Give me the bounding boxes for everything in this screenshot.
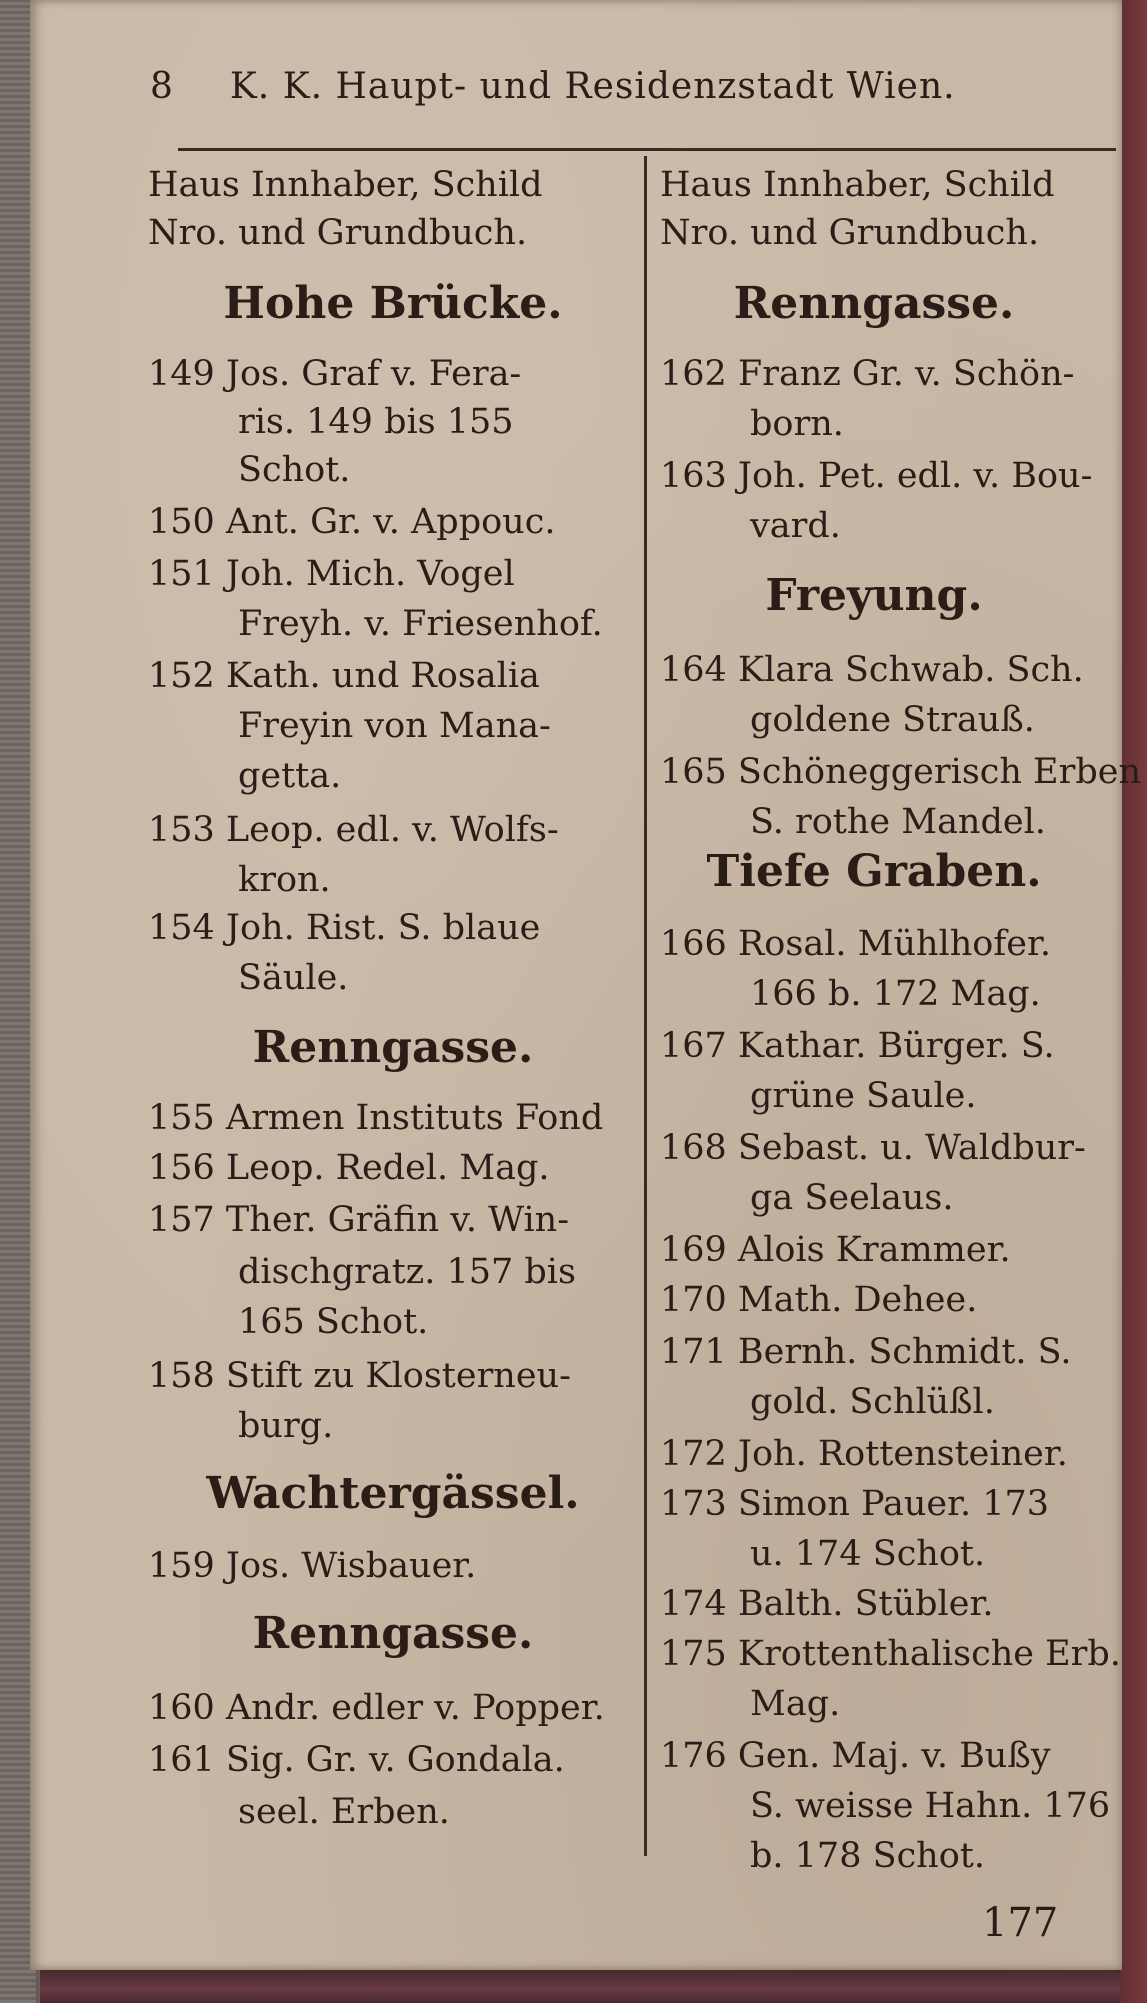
entry-line: u. 174 Schot. (750, 1534, 986, 1574)
left-column-header-line2: Nro. und Grundbuch. (148, 213, 528, 253)
entry-line: S. weisse Hahn. 176 (750, 1786, 1111, 1826)
entry-line: 153 Leop. edl. v. Wolfs- (148, 810, 559, 850)
page-title: K. K. Haupt- und Residenzstadt Wien. (229, 66, 956, 107)
entry-line: getta. (238, 756, 342, 796)
entry-line: 159 Jos. Wisbauer. (148, 1546, 477, 1586)
section-heading: Tiefe Graben. (706, 846, 1042, 897)
entry-line: 152 Kath. und Rosalia (148, 656, 540, 696)
entry-line: 161 Sig. Gr. v. Gondala. (148, 1740, 565, 1780)
section-heading: Renngasse. (252, 1608, 534, 1659)
left-column-header-line1: Haus Innhaber, Schild (148, 165, 543, 205)
right-column-header-line1: Haus Innhaber, Schild (660, 165, 1055, 205)
section-heading: Renngasse. (252, 1022, 534, 1073)
entry-line: gold. Schlüßl. (750, 1382, 995, 1422)
section-heading: Freyung. (765, 570, 983, 621)
entry-line: 176 Gen. Maj. v. Bußy (660, 1736, 1051, 1776)
entry-line: 173 Simon Pauer. 173 (660, 1484, 1050, 1524)
entry-line: 166 b. 172 Mag. (750, 974, 1041, 1014)
entry-line: 151 Joh. Mich. Vogel (148, 554, 515, 594)
entry-line: born. (750, 404, 844, 444)
entry-line: 164 Klara Schwab. Sch. (660, 650, 1084, 690)
entry-line: 149 Jos. Graf v. Fera- (148, 354, 522, 394)
entry-line: Freyin von Mana- (238, 706, 551, 746)
entry-line: 172 Joh. Rottensteiner. (660, 1434, 1068, 1474)
entry-line: Säule. (238, 958, 349, 998)
entry-line: burg. (238, 1406, 334, 1446)
entry-line: 160 Andr. edler v. Popper. (148, 1688, 605, 1728)
entry-line: 175 Krottenthalische Erb. (660, 1634, 1121, 1674)
entry-line: 156 Leop. Redel. Mag. (148, 1148, 550, 1188)
column-divider (644, 156, 647, 1856)
section-heading: Wachtergässel. (206, 1468, 580, 1519)
entry-line: 165 Schöneggerisch Erben (660, 752, 1141, 792)
entry-line: seel. Erben. (238, 1792, 450, 1832)
header-rule (178, 148, 1116, 151)
entry-line: 162 Franz Gr. v. Schön- (660, 354, 1075, 394)
entry-line: S. rothe Mandel. (750, 802, 1046, 842)
document-page (30, 0, 1141, 1970)
entry-line: 163 Joh. Pet. edl. v. Bou- (660, 456, 1093, 496)
entry-line: 169 Alois Krammer. (660, 1230, 1011, 1270)
entry-line: 155 Armen Instituts Fond (148, 1098, 604, 1138)
entry-line: goldene Strauß. (750, 700, 1035, 740)
entry-line: 167 Kathar. Bürger. S. (660, 1026, 1055, 1066)
entry-line: grüne Saule. (750, 1076, 977, 1116)
entry-line: 174 Balth. Stübler. (660, 1584, 994, 1624)
page-number: 8 (150, 66, 174, 107)
entry-line: 166 Rosal. Mühlhofer. (660, 924, 1052, 964)
book-cover-edge (40, 1968, 1120, 2003)
entry-line: vard. (750, 506, 841, 546)
right-column-header-line2: Nro. und Grundbuch. (660, 213, 1040, 253)
entry-line: 168 Sebast. u. Waldbur- (660, 1128, 1086, 1168)
section-heading: Hohe Brücke. (223, 278, 563, 329)
entry-line: 150 Ant. Gr. v. Appouc. (148, 502, 556, 542)
entry-line: Mag. (750, 1684, 841, 1724)
entry-line: 154 Joh. Rist. S. blaue (148, 908, 541, 948)
entry-line: ga Seelaus. (750, 1178, 954, 1218)
entry-line: Freyh. v. Friesenhof. (238, 604, 603, 644)
entry-line: 170 Math. Dehee. (660, 1280, 978, 1320)
section-heading: Renngasse. (733, 278, 1015, 329)
entry-line: 171 Bernh. Schmidt. S. (660, 1332, 1072, 1372)
entry-line: 158 Stift zu Klosterneu- (148, 1356, 571, 1396)
entry-line: dischgratz. 157 bis (238, 1252, 576, 1292)
entry-line: 165 Schot. (238, 1302, 429, 1342)
entry-line: ris. 149 bis 155 (238, 402, 514, 442)
entry-line: b. 178 Schot. (750, 1836, 985, 1876)
entry-line: kron. (238, 860, 331, 900)
entry-line: Schot. (238, 450, 351, 490)
catchword: 177 (982, 1900, 1059, 1946)
running-head (150, 66, 956, 107)
entry-line: 157 Ther. Gräfin v. Win- (148, 1200, 570, 1240)
